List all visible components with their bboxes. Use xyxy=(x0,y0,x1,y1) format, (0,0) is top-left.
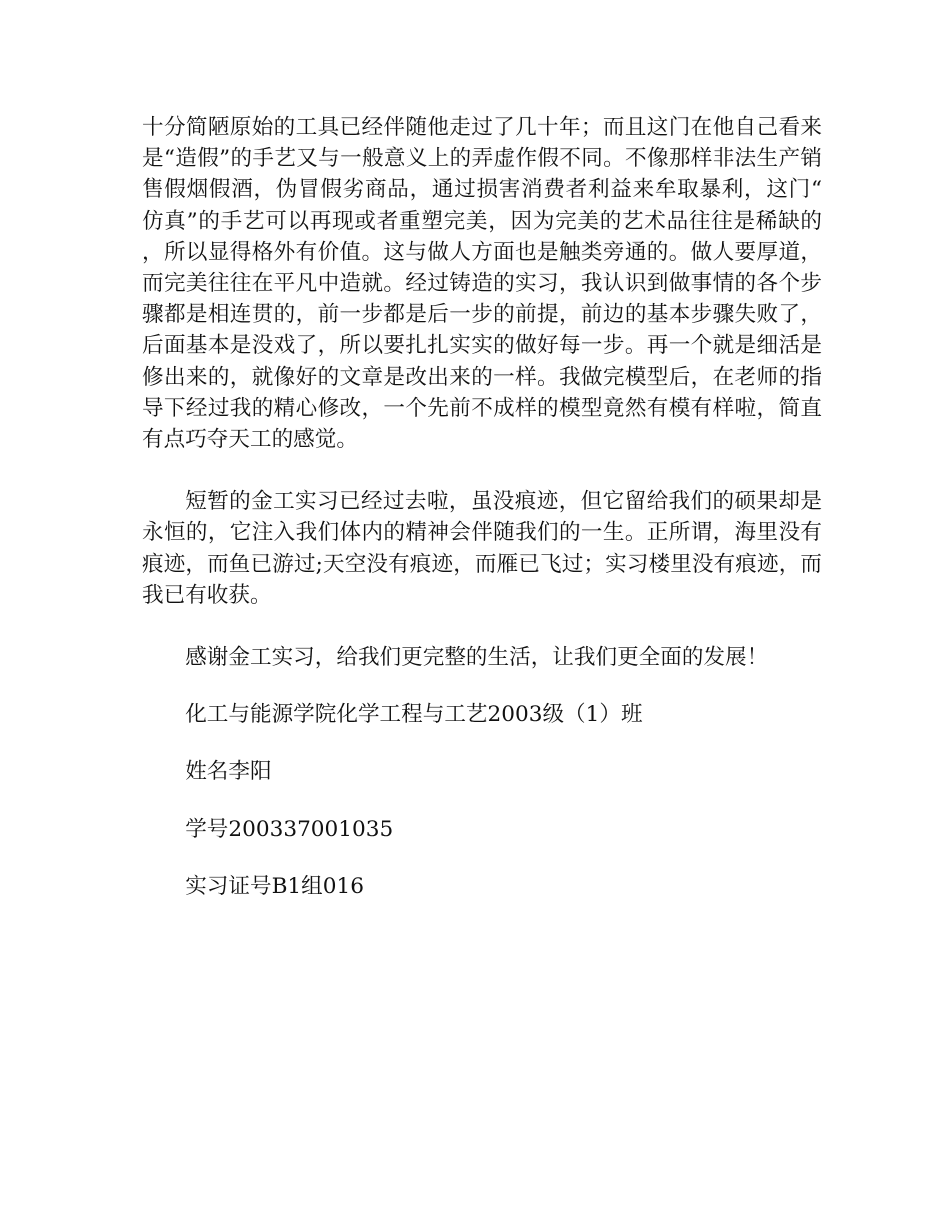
signature-class: 化工与能源学院化学工程与工艺2003级（1）班 xyxy=(185,702,643,728)
signature-student-id: 学号200337001035 xyxy=(185,816,394,842)
document-body xyxy=(142,112,822,902)
signature-name: 姓名李阳 xyxy=(185,759,272,785)
paragraph-continuation: 十分简陋原始的工具已经伴随他走过了几十年；而且这门在他自己看来是“造假”的手艺又与一般意义上的弄虚作假不同。不像那样非法生产销售假烟假酒，伪冒假劣商品，通过损害消费者利益来牟取暴利，这门“仿真”的手艺可以再现或者重塑完美，因为完美的艺术品往往是稀缺的，所以显得格外有价值。这与做人方面也是触类旁通的。做人要厚道，而完美往往在平凡中造就。经过铸造的实习，我认识到做事情的各个步骤都是相连贯的，前一步都是后一步的前提，前边的基本步骤失败了，后面基本是没戏了，所以要扎扎实实的做好每一步。再一个就是细活是修出来的，就像好的文章是改出来的一样。我做完模型后，在老师的指导下经过我的精心修改，一个先前不成样的模型竟然有模有样啦，简直有点巧夺天工的感觉。 xyxy=(142,115,822,453)
signature-practice-id: 实习证号B1组016 xyxy=(185,873,364,899)
paragraph-thanks: 感谢金工实习，给我们更完整的生活，让我们更全面的发展！ xyxy=(185,645,769,671)
paragraph-summary: 短暂的金工实习已经过去啦，虽没痕迹，但它留给我们的硕果却是永恒的，它注入我们体内的精神会伴随我们的一生。正所谓，海里没有痕迹，而鱼已游过;天空没有痕迹，而雁已飞过；实习楼里没有痕迹，而我已有收获。 xyxy=(142,489,822,608)
